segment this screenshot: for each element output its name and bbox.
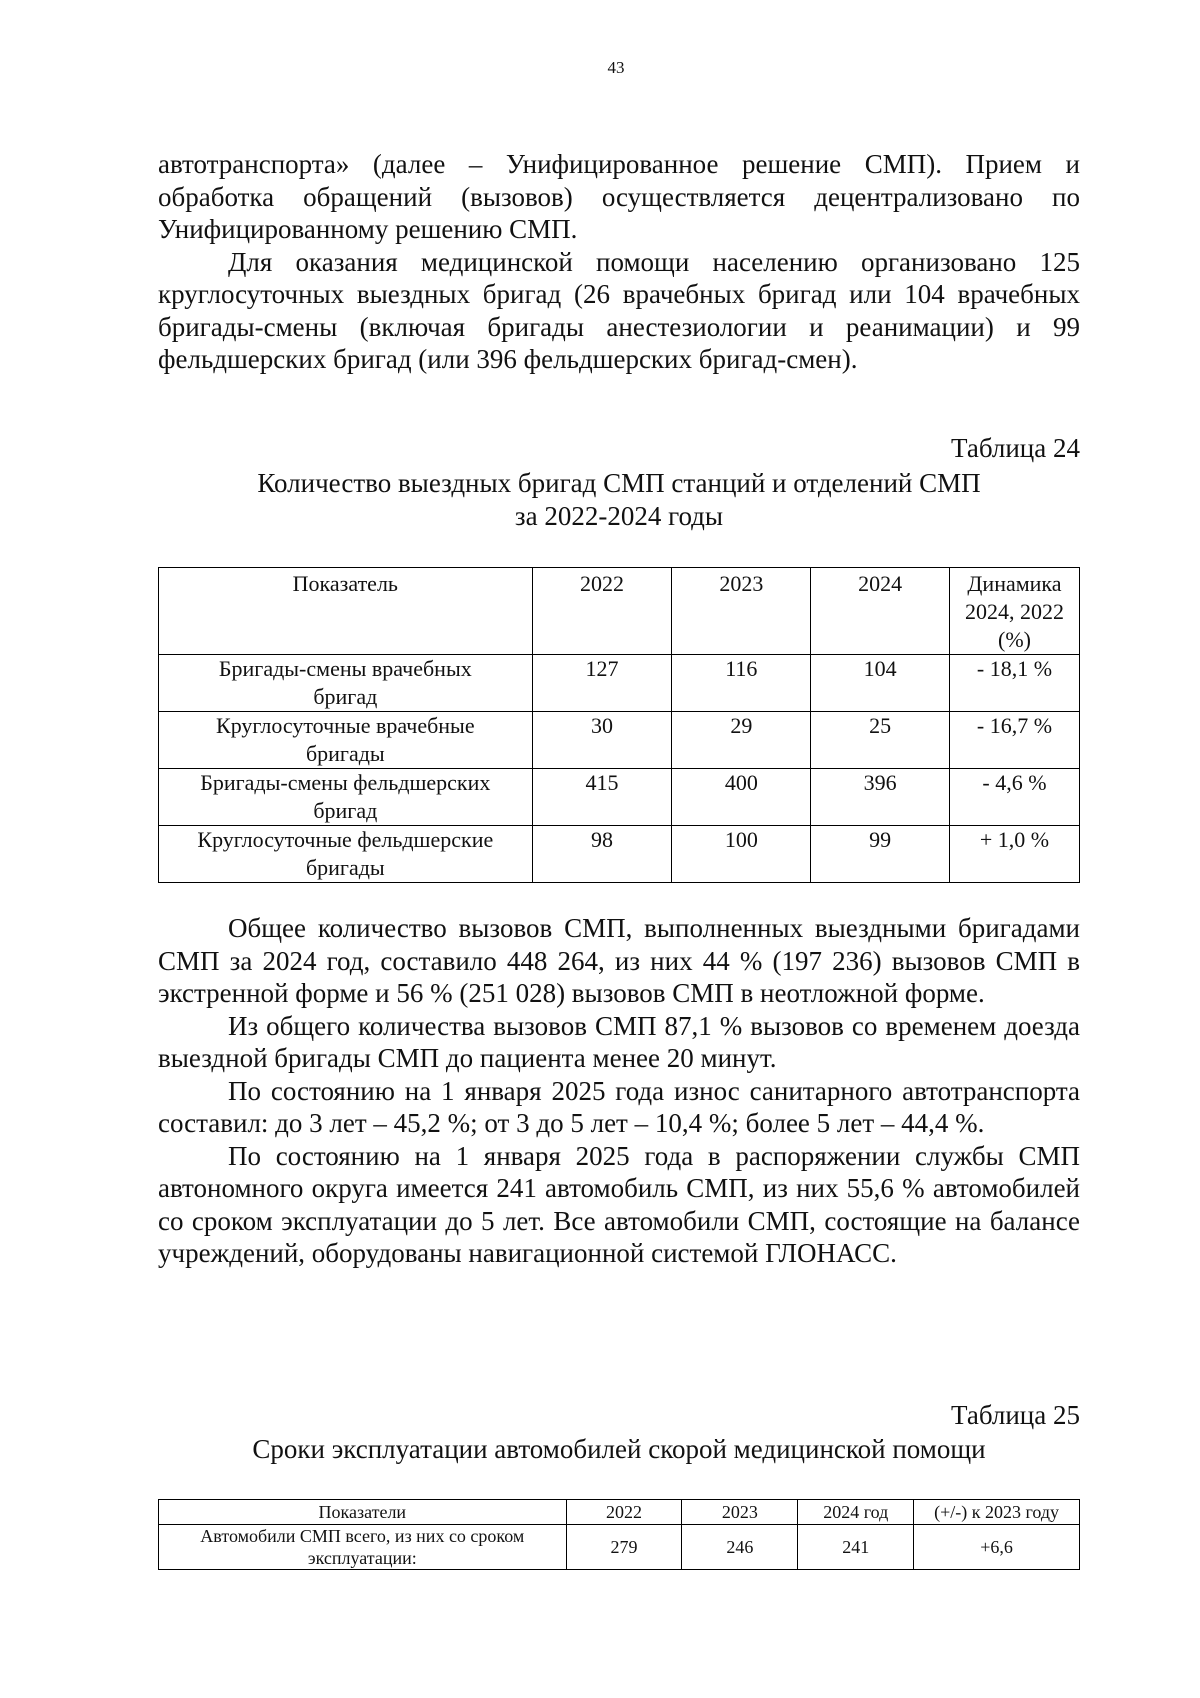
header-indicators: Показатели (159, 1500, 567, 1525)
cell-value: 415 (532, 769, 672, 826)
cell-value: 127 (532, 655, 672, 712)
cell-value: 98 (532, 826, 672, 883)
cell-value: 116 (672, 655, 811, 712)
paragraph-intro: автотранспорта» (далее – Унифицированное решение СМП). Прием и обработка обращений (вызовов) осуществляется децентрализовано по Унифицированному решению СМП. (158, 149, 1080, 244)
table24-label: Таблица 24 (951, 433, 1080, 463)
cell-value: 400 (672, 769, 811, 826)
intro-section (158, 148, 1080, 376)
table-header-row (159, 568, 1080, 655)
header-2023: 2023 (672, 568, 811, 655)
cell-dynamics: + 1,0 % (949, 826, 1079, 883)
cell-value: 241 (798, 1525, 914, 1570)
cell-indicator: Бригады-смены врачебных бригад (159, 655, 533, 712)
cell-change: +6,6 (914, 1525, 1080, 1570)
header-2024: 2024 год (798, 1500, 914, 1525)
header-2023: 2023 (682, 1500, 798, 1525)
cell-value: 246 (682, 1525, 798, 1570)
paragraph-wear: По состоянию на 1 января 2025 года износ санитарного автотранспорта составил: до 3 лет – 45,2 %; от 3 до 5 лет – 10,4 %; более 5 лет – 44,4 %. (158, 1075, 1080, 1138)
cell-indicator: Автомобили СМП всего, из них со сроком эксплуатации: (159, 1525, 567, 1570)
cell-value: 396 (811, 769, 950, 826)
table-row (159, 1525, 1080, 1570)
statistics-section (158, 912, 1080, 1270)
header-2022: 2022 (532, 568, 672, 655)
brigades-table (158, 567, 1080, 883)
cell-value: 30 (532, 712, 672, 769)
paragraph-brigades: Для оказания медицинской помощи населению организовано 125 круглосуточных выездных бригад (26 врачебных бригад или 104 врачебных бригады-смены (включая бригады анестезиологии и реанимации) и 99 фельдшерских бригад (или 396 фельдшерских бригад-смен). (158, 246, 1080, 374)
table24-title-line1: Количество выездных бригад СМП станций и отделений СМП (257, 468, 981, 498)
header-2022: 2022 (566, 1500, 682, 1525)
page-number: 43 (607, 58, 625, 77)
cell-indicator: Круглосуточные врачебные бригады (159, 712, 533, 769)
cell-dynamics: - 16,7 % (949, 712, 1079, 769)
table25-label: Таблица 25 (951, 1400, 1080, 1430)
paragraph-fleet: По состоянию на 1 января 2025 года в распоряжении службы СМП автономного округа имеется 241 автомобиль СМП, из них 55,6 % автомобилей со сроком эксплуатации до 5 лет. Все автомобили СМП, состоящие на балансе учреждений, оборудованы навигационной системой ГЛОНАСС. (158, 1140, 1080, 1268)
header-2024: 2024 (811, 568, 950, 655)
table24-title (158, 467, 1080, 533)
table25-title: Сроки эксплуатации автомобилей скорой медицинской помощи (252, 1434, 986, 1464)
cell-value: 104 (811, 655, 950, 712)
cell-indicator: Круглосуточные фельдшерские бригады (159, 826, 533, 883)
cell-value: 100 (672, 826, 811, 883)
paragraph-calls: Общее количество вызовов СМП, выполненных выездными бригадами СМП за 2024 год, составило 448 264, из них 44 % (197 236) вызовов СМП в экстренной форме и 56 % (251 028) вызовов СМП в неотложной форме. (158, 913, 1080, 1008)
header-dynamics: Динамика 2024, 2022 (%) (949, 568, 1079, 655)
table24-title-line2: за 2022-2024 годы (514, 501, 724, 531)
cell-value: 25 (811, 712, 950, 769)
table-header-row (159, 1500, 1080, 1525)
cell-value: 29 (672, 712, 811, 769)
table-row (159, 769, 1080, 826)
cell-dynamics: - 18,1 % (949, 655, 1079, 712)
cell-value: 279 (566, 1525, 682, 1570)
cell-indicator: Бригады-смены фельдшерских бригад (159, 769, 533, 826)
header-change: (+/-) к 2023 году (914, 1500, 1080, 1525)
table-row (159, 655, 1080, 712)
vehicles-table (158, 1499, 1080, 1570)
cell-value: 99 (811, 826, 950, 883)
header-indicator: Показатель (159, 568, 533, 655)
cell-dynamics: - 4,6 % (949, 769, 1079, 826)
paragraph-arrival: Из общего количества вызовов СМП 87,1 % вызовов со временем доезда выездной бригады СМП до пациента менее 20 минут. (158, 1010, 1080, 1073)
table-row (159, 712, 1080, 769)
table-row (159, 826, 1080, 883)
